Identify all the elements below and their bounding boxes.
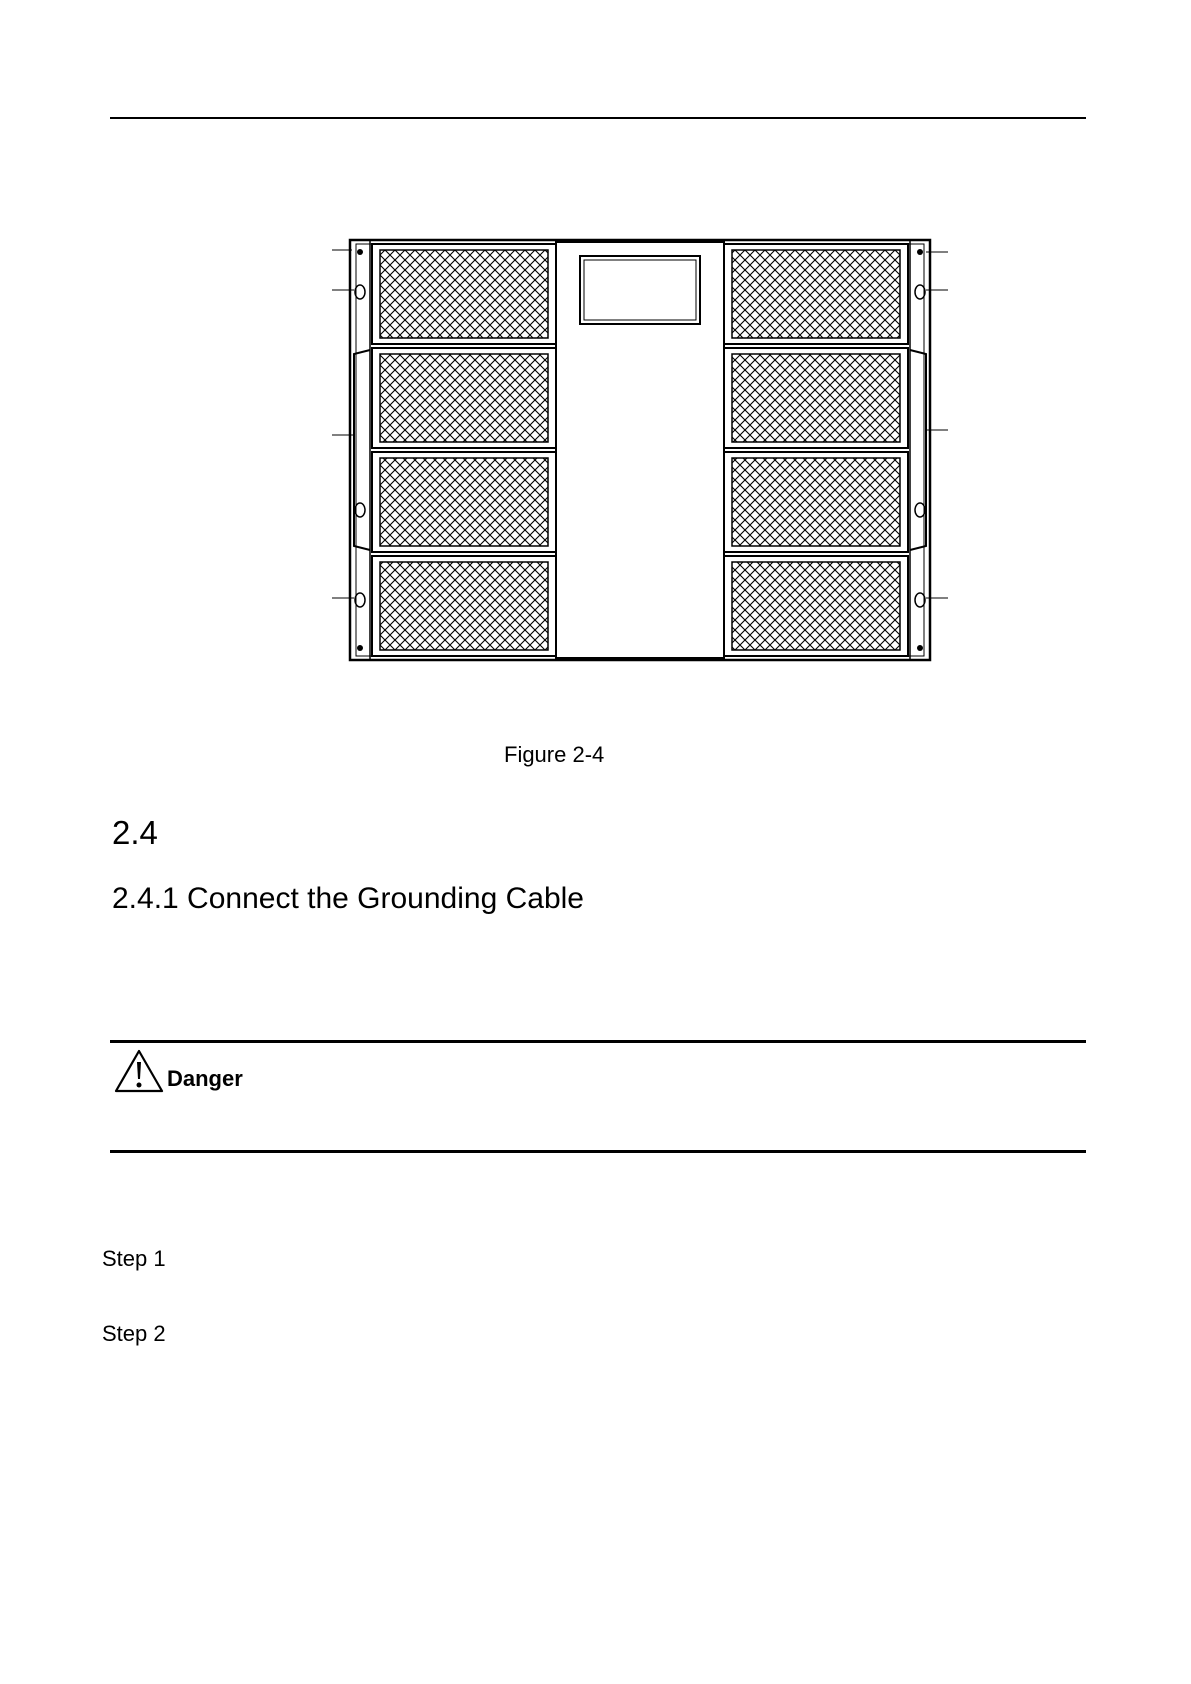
screw-bottom-right	[917, 645, 923, 651]
section-number: 2.4	[112, 814, 158, 851]
header-rule	[110, 117, 1086, 119]
screw-top-right	[917, 249, 923, 255]
danger-notice	[113, 1048, 243, 1094]
device-front-panel-diagram	[330, 230, 950, 670]
right-drive-bays	[724, 244, 908, 656]
center-panel	[556, 242, 724, 658]
screw-bottom-left	[357, 645, 363, 651]
left-drive-bays	[372, 244, 556, 656]
figure-caption: Figure 2-4	[504, 742, 605, 767]
warning-triangle-icon	[113, 1048, 165, 1094]
danger-label: Danger	[167, 1066, 243, 1091]
danger-top-rule	[110, 1040, 1086, 1043]
screw-top-left	[357, 249, 363, 255]
danger-bottom-rule	[110, 1150, 1086, 1153]
step-1-label: Step 1	[102, 1246, 166, 1271]
subsection-title: 2.4.1 Connect the Grounding Cable	[112, 882, 584, 915]
step-2-label: Step 2	[102, 1321, 166, 1346]
